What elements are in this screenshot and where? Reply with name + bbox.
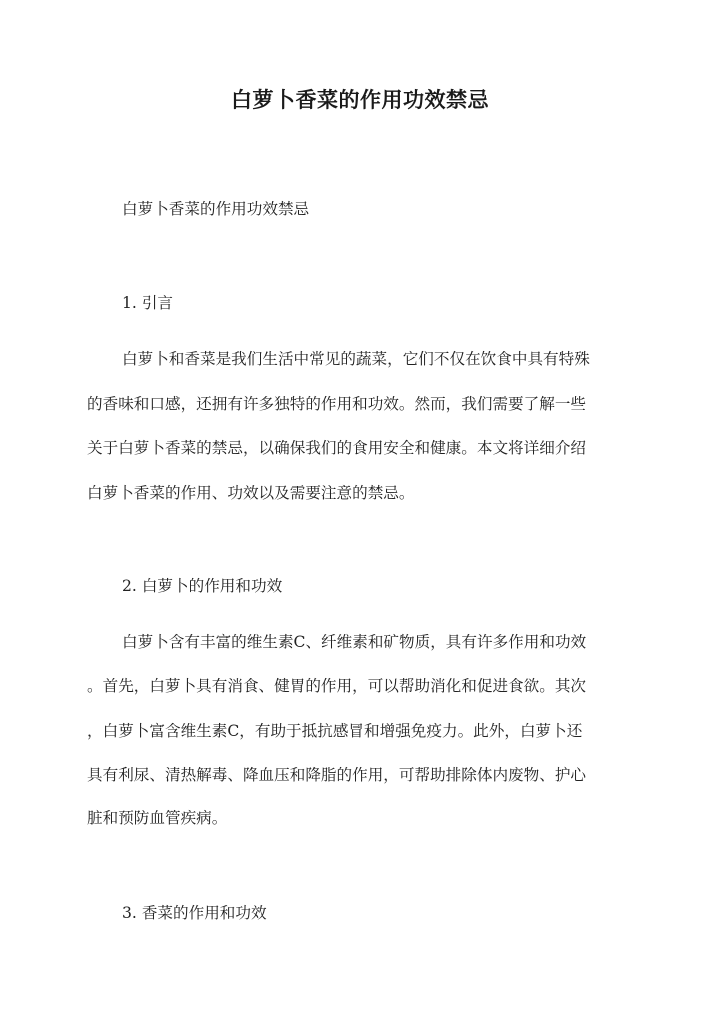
document-title: 白萝卜香菜的作用功效禁忌 — [231, 87, 489, 112]
paragraph-line: ，白萝卜富含维生素C，有助于抵抗感冒和增强免疫力。此外，白萝卜还 — [87, 722, 583, 740]
paragraph-line: 具有利尿、清热解毒、降血压和降脂的作用，可帮助排除体内废物、护心 — [87, 766, 587, 784]
section-heading-3: 3. 香菜的作用和功效 — [122, 904, 267, 922]
paragraph-line: 关于白萝卜香菜的禁忌，以确保我们的食用安全和健康。本文将详细介绍 — [87, 439, 587, 457]
paragraph-line: 。首先，白萝卜具有消食、健胃的作用，可以帮助消化和促进食欲。其次 — [87, 677, 587, 695]
paragraph-line: 的香味和口感，还拥有许多独特的作用和功效。然而，我们需要了解一些 — [87, 395, 587, 413]
paragraph-line: 白萝卜含有丰富的维生素C、纤维素和矿物质，具有许多作用和功效 — [122, 633, 587, 651]
paragraph-line: 白萝卜香菜的作用、功效以及需要注意的禁忌。 — [87, 484, 415, 502]
paragraph-line: 白萝卜和香菜是我们生活中常见的蔬菜，它们不仅在饮食中具有特殊 — [122, 350, 590, 368]
paragraph-line: 脏和预防血管疾病。 — [87, 809, 228, 827]
document-subtitle: 白萝卜香菜的作用功效禁忌 — [122, 200, 310, 218]
section-heading-2: 2. 白萝卜的作用和功效 — [122, 577, 283, 595]
section-heading-1: 1. 引言 — [122, 294, 174, 312]
